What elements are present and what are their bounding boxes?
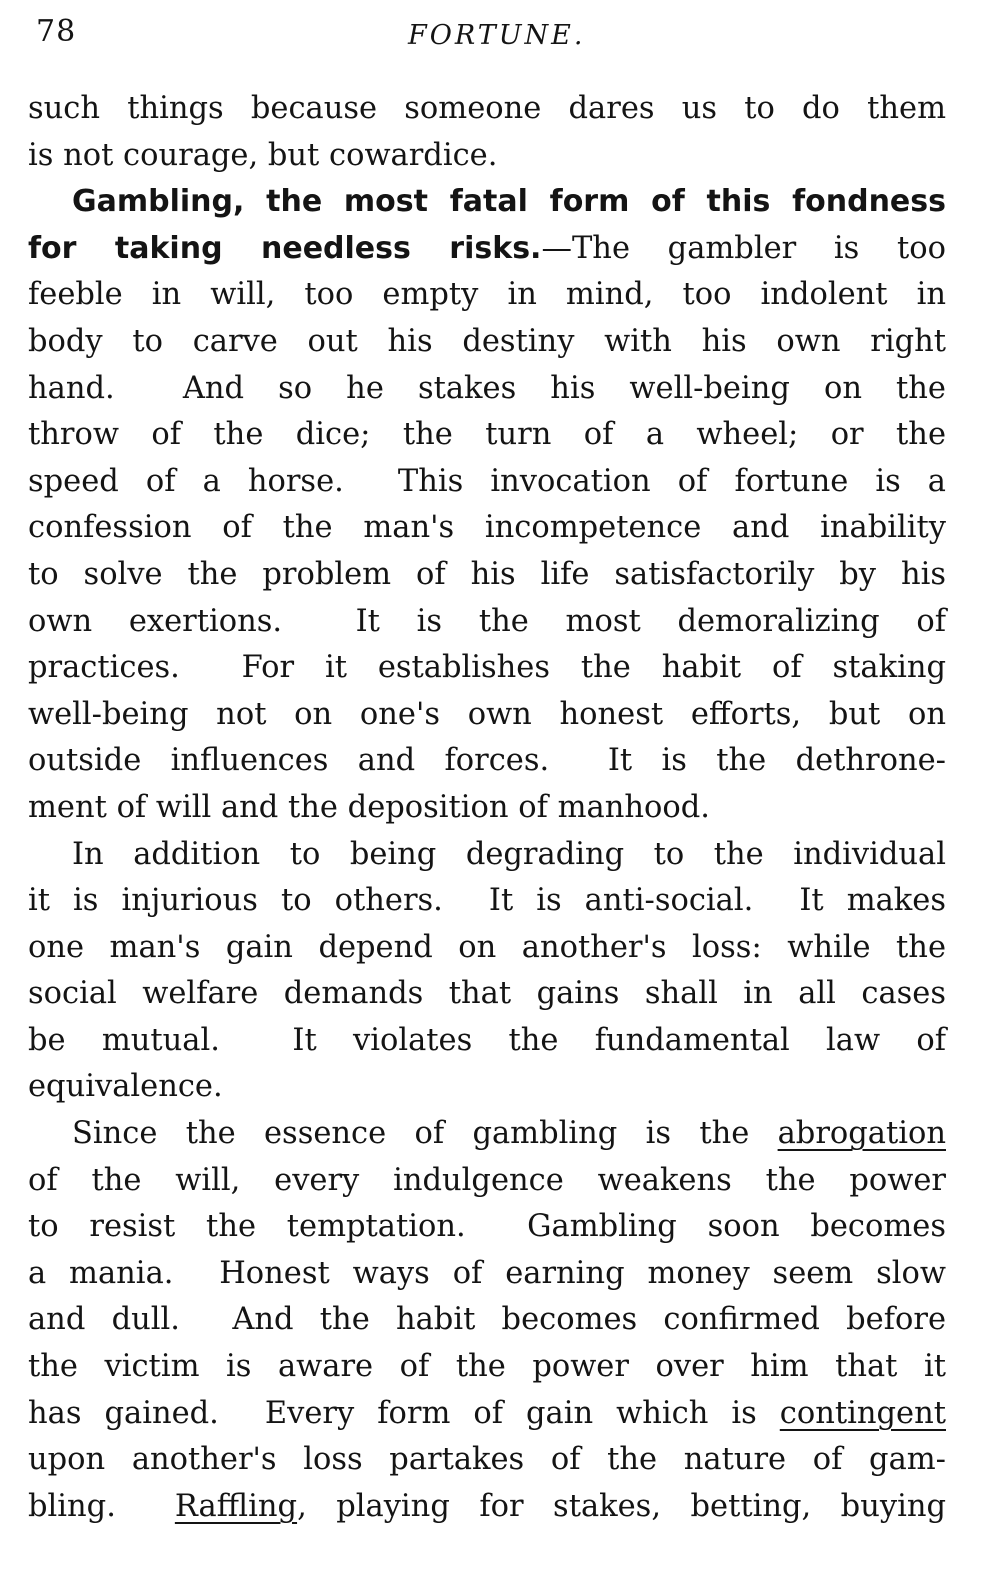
text-line	[28, 1204, 946, 1251]
line-text: to solve the problem of his life satisfactorily by his	[28, 556, 946, 592]
running-head-title: FORTUNE.	[408, 20, 586, 51]
text-line	[28, 226, 946, 273]
line-text: confession of the man's incompetence and inability	[28, 510, 946, 546]
line-text: Since the essence of gambling is the	[72, 1116, 778, 1152]
line-text: one man's gain depend on another's loss: while the	[28, 929, 946, 965]
line-text: hand. And so he stakes his well-being on the	[28, 370, 946, 406]
line-text: ment of will and the deposition of manhood.	[28, 789, 710, 825]
text-line	[28, 1064, 946, 1111]
text-line	[28, 1391, 946, 1438]
text-line	[28, 505, 946, 552]
text-line	[28, 1158, 946, 1205]
text-line	[28, 785, 946, 832]
line-text: a mania. Honest ways of earning money seem slow	[28, 1255, 946, 1291]
underlined-word: contingent	[779, 1395, 946, 1431]
line-text: body to carve out his destiny with his own right	[28, 323, 946, 359]
line-text: to resist the temptation. Gambling soon becomes	[28, 1209, 946, 1245]
line-text: social welfare demands that gains shall in all cases	[28, 976, 946, 1012]
text-line	[28, 552, 946, 599]
line-text: and dull. And the habit becomes confirmed before	[28, 1302, 946, 1338]
line-text: —The gambler is too	[541, 230, 946, 266]
text-line	[28, 832, 946, 879]
line-text: throw of the dice; the turn of a wheel; or the	[28, 417, 946, 453]
text-line	[28, 272, 946, 319]
line-text: equivalence.	[28, 1069, 223, 1105]
page-number: 78	[36, 14, 77, 49]
text-line	[28, 1251, 946, 1298]
text-line	[28, 878, 946, 925]
line-text: In addition to being degrading to the individual	[72, 836, 946, 872]
text-line	[28, 1437, 946, 1484]
text-line	[28, 599, 946, 646]
text-line	[28, 179, 946, 226]
text-line	[28, 971, 946, 1018]
line-text: speed of a horse. This invocation of fortune is a	[28, 463, 946, 499]
text-line	[28, 366, 946, 413]
text-line	[28, 1018, 946, 1065]
text-line	[28, 1484, 946, 1531]
line-text: practices. For it establishes the habit of staking	[28, 650, 946, 686]
line-text: , playing for stakes, betting, buying	[297, 1488, 946, 1524]
text-line	[28, 1344, 946, 1391]
text-line	[28, 692, 946, 739]
line-text: is not courage, but cowardice.	[28, 137, 498, 173]
line-text: be mutual. It violates the fundamental law of	[28, 1022, 946, 1058]
body-text	[28, 86, 946, 1530]
text-line	[28, 319, 946, 366]
line-text: own exertions. It is the most demoralizing of	[28, 603, 946, 639]
text-line	[28, 738, 946, 785]
line-text: bling.	[28, 1488, 175, 1524]
line-text: outside influences and forces. It is the dethrone-	[28, 743, 946, 779]
line-text: has gained. Every form of gain which is	[28, 1395, 780, 1431]
underlined-word: Raffling	[174, 1488, 298, 1524]
line-text: it is injurious to others. It is anti-social. It makes	[28, 883, 946, 919]
text-line	[28, 459, 946, 506]
text-line	[28, 925, 946, 972]
text-line	[28, 645, 946, 692]
underlined-word: abrogation	[777, 1116, 946, 1152]
text-line	[28, 1111, 946, 1158]
line-text: upon another's loss partakes of the nature of gam-	[28, 1442, 946, 1478]
text-line	[28, 1297, 946, 1344]
line-text: feeble in will, too empty in mind, too indolent in	[28, 277, 946, 313]
line-text: the victim is aware of the power over him that it	[28, 1349, 946, 1385]
section-heading: Gambling, the most fatal form of this fondness	[72, 184, 946, 220]
text-line	[28, 86, 946, 133]
line-text: well-being not on one's own honest efforts, but on	[28, 696, 946, 732]
line-text: of the will, every indulgence weakens the power	[28, 1162, 946, 1198]
text-line	[28, 133, 946, 180]
text-line	[28, 412, 946, 459]
section-heading: for taking needless risks.	[28, 230, 542, 266]
line-text: such things because someone dares us to do them	[28, 91, 946, 126]
